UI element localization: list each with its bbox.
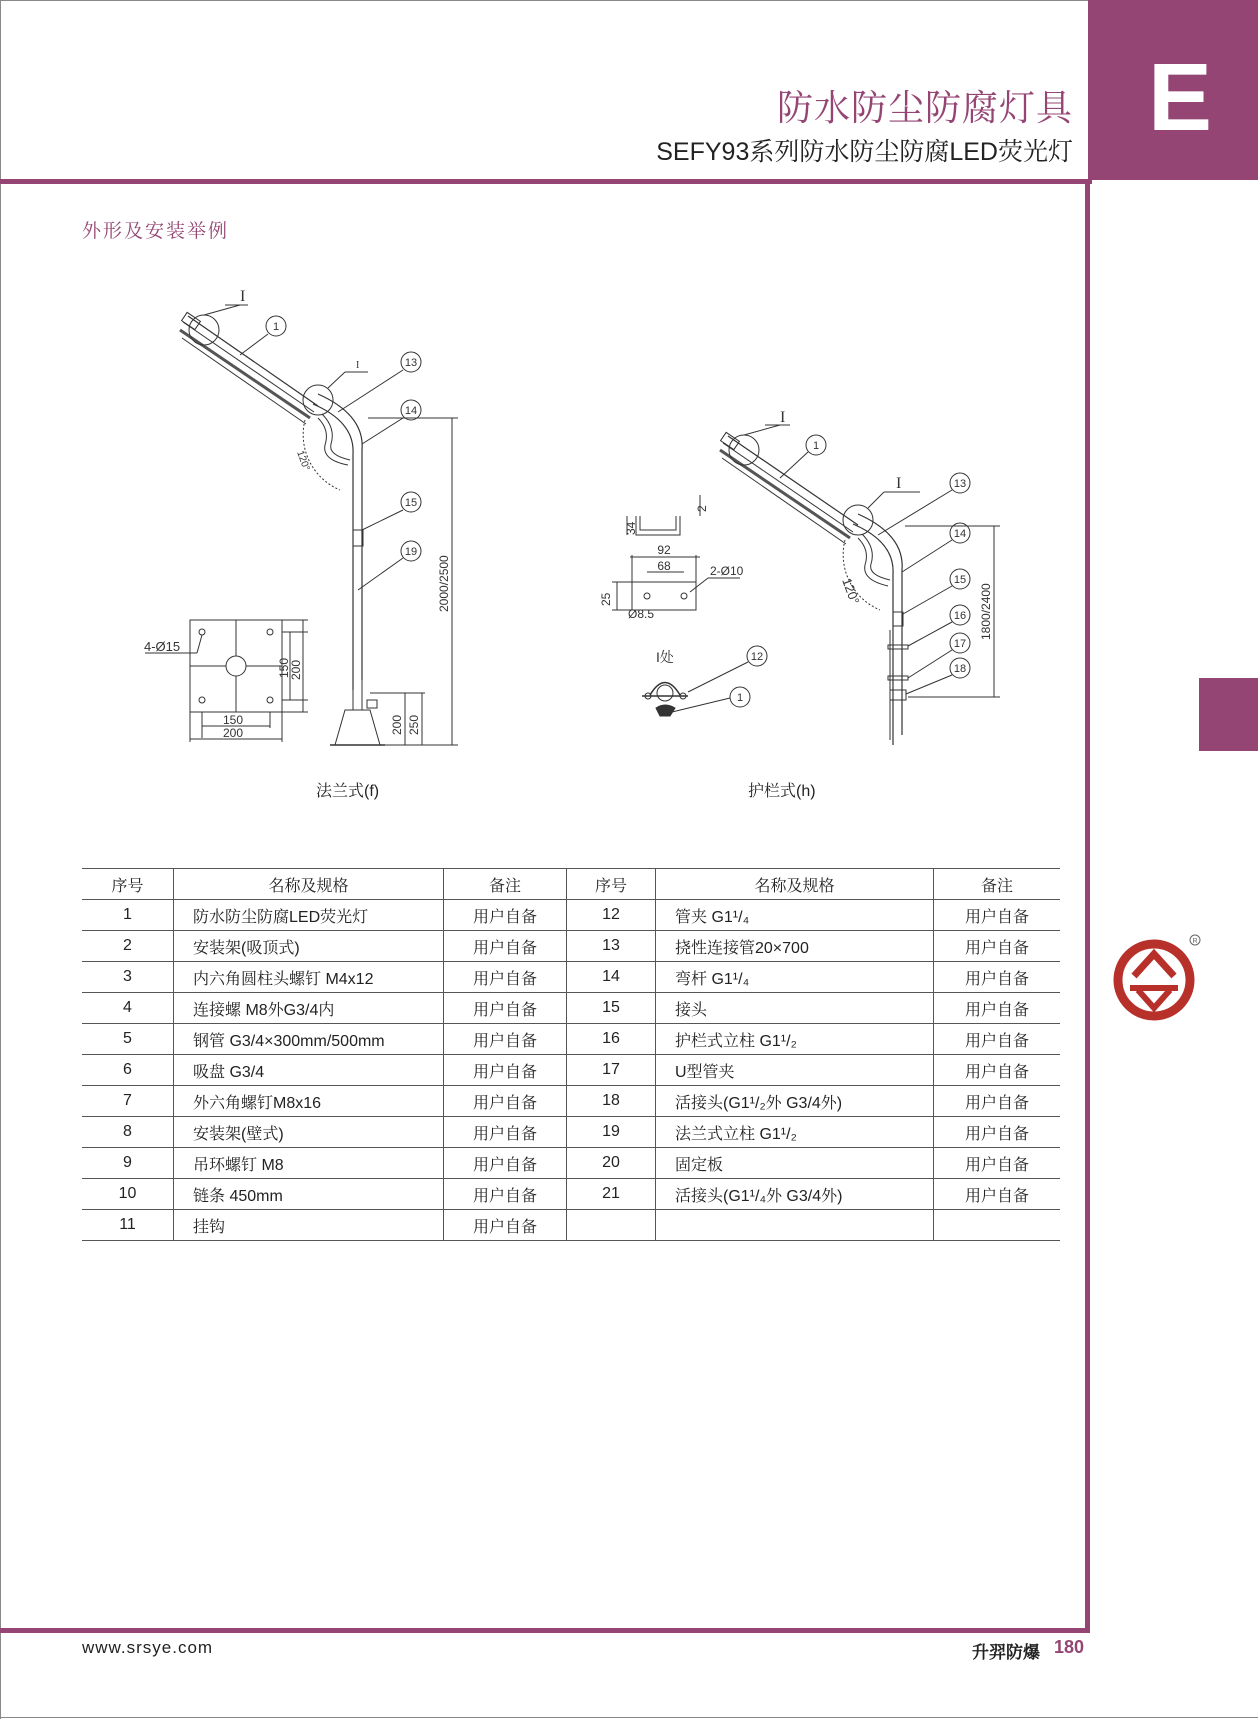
- cell-rem: 用户自备: [444, 1179, 567, 1210]
- flange-type-figure: [144, 288, 458, 745]
- cell-name: 连接螺 M8外G3/4内: [174, 993, 444, 1024]
- cell-rem: 用户自备: [444, 1148, 567, 1179]
- plate-dim-92: 92: [657, 543, 671, 557]
- cell-rem: 用户自备: [444, 931, 567, 962]
- cell-no2: 13: [567, 931, 656, 962]
- table-row: [82, 993, 1060, 1024]
- callout-1: 1: [272, 321, 280, 333]
- cell-rem2: 用户自备: [934, 900, 1061, 931]
- cell-rem: 用户自备: [444, 1117, 567, 1148]
- table-row: [82, 1024, 1060, 1055]
- cell-rem2: 用户自备: [934, 1117, 1061, 1148]
- cell-no: 11: [82, 1210, 174, 1241]
- installation-drawing: [0, 190, 1080, 810]
- cell-no2: 18: [567, 1086, 656, 1117]
- section-heading: 外形及安装举例: [82, 221, 230, 242]
- footer-divider: [0, 1628, 1090, 1633]
- cell-rem2: 用户自备: [934, 931, 1061, 962]
- right-callout-15: 15: [953, 574, 967, 586]
- left-angle-label: 120°: [294, 449, 312, 473]
- cell-name2: 法兰式立柱 G1¹/₂: [656, 1117, 934, 1148]
- footer-brand: 升羿防爆: [972, 1643, 1040, 1662]
- ubolt-dim-34: 34: [624, 521, 638, 535]
- cell-rem: 用户自备: [444, 1086, 567, 1117]
- cell-name: 吸盘 G3/4: [174, 1055, 444, 1086]
- callout-13: 13: [404, 357, 418, 369]
- guardrail-type-caption: 护栏式(h): [748, 783, 816, 800]
- header-name: 名称及规格: [174, 869, 444, 900]
- table-row: [82, 962, 1060, 993]
- flange-type-caption: 法兰式(f): [316, 783, 380, 800]
- detail-callout-1: 1: [736, 692, 744, 704]
- cell-no2: 16: [567, 1024, 656, 1055]
- cell-name: 内六角圆柱头螺钉 M4x12: [174, 962, 444, 993]
- svg-text:R: R: [1192, 938, 1198, 945]
- right-callout-1: 1: [812, 440, 820, 452]
- plate-holes-label: 2-Ø10: [710, 564, 744, 578]
- page-number: 180: [1054, 1637, 1085, 1657]
- cell-name2: 管夹 G1¹/₄: [656, 900, 934, 931]
- right-divider: [1085, 180, 1090, 1633]
- side-index-block: [1199, 678, 1258, 751]
- cell-no2: 17: [567, 1055, 656, 1086]
- cell-rem: 用户自备: [444, 993, 567, 1024]
- cell-name: 安装架(吸顶式): [174, 931, 444, 962]
- cell-name: 外六角螺钉M8x16: [174, 1086, 444, 1117]
- table-row: [82, 931, 1060, 962]
- page-frame-bottom: [0, 1717, 1258, 1718]
- cell-no: 2: [82, 931, 174, 962]
- cell-rem: 用户自备: [444, 1055, 567, 1086]
- cell-rem: 用户自备: [444, 962, 567, 993]
- header-no-2: 序号: [567, 869, 656, 900]
- header-no: 序号: [82, 869, 174, 900]
- cell-no: 4: [82, 993, 174, 1024]
- cell-name: 链条 450mm: [174, 1179, 444, 1210]
- cell-name2: 固定板: [656, 1148, 934, 1179]
- header-name-2: 名称及规格: [656, 869, 934, 900]
- cell-name2: 活接头(G1¹/₄外 G3/4外): [656, 1179, 934, 1210]
- company-logo: [1112, 932, 1202, 1022]
- page-frame-top: [0, 0, 1088, 1]
- right-angle-label: 120°: [839, 575, 863, 607]
- cell-name2: 活接头(G1¹/₂外 G3/4外): [656, 1086, 934, 1117]
- cell-name2: 接头: [656, 993, 934, 1024]
- cell-rem2: 用户自备: [934, 1024, 1061, 1055]
- left-detail-mark-2: I: [356, 360, 360, 371]
- callout-14: 14: [404, 405, 418, 417]
- detail-caption: I处: [656, 649, 674, 665]
- cell-no2: 15: [567, 993, 656, 1024]
- cell-no2: 14: [567, 962, 656, 993]
- cell-name2: U型管夹: [656, 1055, 934, 1086]
- right-callout-18: 18: [953, 663, 967, 675]
- cell-no: 8: [82, 1117, 174, 1148]
- cell-no: 9: [82, 1148, 174, 1179]
- footer-url: www.srsye.com: [82, 1638, 214, 1657]
- left-detail-mark: I: [240, 288, 246, 305]
- cell-rem2: 用户自备: [934, 993, 1061, 1024]
- right-detail-mark-2: I: [896, 475, 902, 492]
- cell-rem: 用户自备: [444, 1024, 567, 1055]
- right-height-dim: 1800/2400: [979, 583, 993, 640]
- detail-callout-12: 12: [750, 651, 764, 663]
- cell-rem: 用户自备: [444, 900, 567, 931]
- page-subtitle: SEFY93系列防水防尘防腐LED荧光灯: [656, 138, 1073, 166]
- cell-rem2: 用户自备: [934, 1055, 1061, 1086]
- table-row: [82, 900, 1060, 931]
- left-height-dim: 2000/2500: [437, 555, 451, 612]
- table-row: [82, 1086, 1060, 1117]
- page-title: 防水防尘防腐灯具: [776, 87, 1073, 128]
- callout-19: 19: [404, 546, 418, 558]
- cell-name: 挂钩: [174, 1210, 444, 1241]
- table-row: [82, 1117, 1060, 1148]
- section-letter: E: [1147, 44, 1213, 151]
- cell-name: 钢管 G3/4×300mm/500mm: [174, 1024, 444, 1055]
- cell-name2: 护栏式立柱 G1¹/₂: [656, 1024, 934, 1055]
- cell-no2: 21: [567, 1179, 656, 1210]
- table-row: [82, 1148, 1060, 1179]
- parts-table: [82, 868, 1060, 1241]
- cell-no: 10: [82, 1179, 174, 1210]
- cell-no: 3: [82, 962, 174, 993]
- cell-rem2: [934, 1210, 1061, 1241]
- table-row: [82, 1055, 1060, 1086]
- cell-rem2: 用户自备: [934, 1179, 1061, 1210]
- cell-name2: 挠性连接管20×700: [656, 931, 934, 962]
- flange-holes-label: 4-Ø15: [144, 639, 181, 654]
- plate-200-horizontal: 200: [223, 726, 244, 740]
- right-callout-16: 16: [953, 610, 967, 622]
- cell-no2: [567, 1210, 656, 1241]
- guardrail-type-figure: [599, 409, 1000, 745]
- right-callout-17: 17: [953, 638, 967, 650]
- plate-200-vertical: 200: [289, 659, 303, 680]
- dim-250-vertical: 250: [407, 714, 421, 735]
- plate-150-horizontal: 150: [223, 713, 244, 727]
- right-detail-mark: I: [780, 409, 786, 426]
- cell-rem2: 用户自备: [934, 962, 1061, 993]
- plate-dim-25: 25: [599, 592, 613, 606]
- table-header-row: [82, 869, 1060, 900]
- cell-rem2: 用户自备: [934, 1148, 1061, 1179]
- cell-no: 6: [82, 1055, 174, 1086]
- cell-no: 7: [82, 1086, 174, 1117]
- cell-no: 1: [82, 900, 174, 931]
- cell-name: 防水防尘防腐LED荧光灯: [174, 900, 444, 931]
- cell-name: 吊环螺钉 M8: [174, 1148, 444, 1179]
- header-divider: [0, 179, 1092, 184]
- cell-name2: [656, 1210, 934, 1241]
- table-row: [82, 1210, 1060, 1241]
- right-callout-13: 13: [953, 478, 967, 490]
- cell-name: 安装架(壁式): [174, 1117, 444, 1148]
- plate-150-vertical: 150: [277, 657, 291, 678]
- header-remark: 备注: [444, 869, 567, 900]
- table-row: [82, 1179, 1060, 1210]
- cell-rem: 用户自备: [444, 1210, 567, 1241]
- header-remark-2: 备注: [934, 869, 1061, 900]
- callout-15: 15: [404, 497, 418, 509]
- cell-rem2: 用户自备: [934, 1086, 1061, 1117]
- plate-dim-68: 68: [657, 559, 671, 573]
- cell-no: 5: [82, 1024, 174, 1055]
- ubolt-dim-2: 2: [695, 505, 709, 512]
- cell-no2: 20: [567, 1148, 656, 1179]
- cell-no2: 12: [567, 900, 656, 931]
- cell-name2: 弯杆 G1¹/₄: [656, 962, 934, 993]
- plate-hole-small: Ø8.5: [628, 607, 655, 621]
- cell-no2: 19: [567, 1117, 656, 1148]
- dim-200-vertical: 200: [390, 714, 404, 735]
- right-callout-14: 14: [953, 528, 967, 540]
